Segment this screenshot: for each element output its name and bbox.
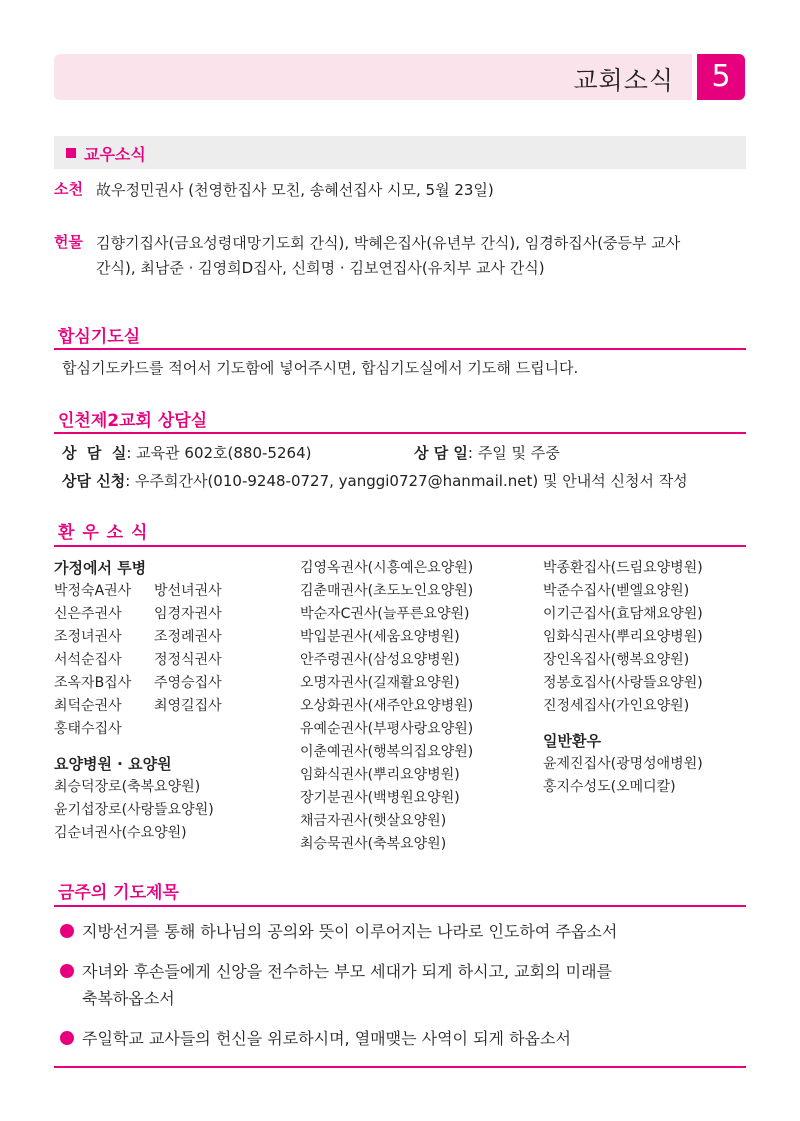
list-item: 이기근집사(효담채요양원) (543, 606, 703, 622)
list-item: 유예순권사(부평사랑요양원) (300, 721, 474, 737)
counseling-room (62, 442, 311, 463)
list-item: 윤제진집사(광명성애병원) (543, 756, 703, 772)
list-item (54, 718, 294, 741)
hospital-patients-title: 요양병원 · 요양원 (54, 755, 172, 773)
news-text-donation (96, 231, 736, 281)
counseling-apply (62, 470, 688, 491)
counseling-apply-value: : 우주희간사(010-9248-0727, yanggi0727@hanmail.net) 및 안내석 신청서 작성 (125, 472, 688, 490)
list-item (54, 626, 294, 649)
patient-name: 조옥자B집사 (54, 675, 132, 691)
bullet-dot-icon (60, 964, 74, 978)
counseling-day-value: : 주일 및 주중 (467, 444, 560, 462)
patient-name: 서석순집사 (54, 652, 122, 668)
patients-col-middle (300, 557, 540, 856)
prayer-item (60, 1025, 740, 1052)
news-line: 김향기집사(금요성령대망기도회 간식), 박혜은집사(유년부 간식), 임경하집사(중등부 교사 (96, 234, 681, 252)
patient-name: 조정녀권사 (54, 629, 122, 645)
list-item: 박준수집사(벧엘요양원) (543, 583, 690, 599)
general-patients-title: 일반환우 (543, 732, 601, 750)
section-divider (54, 905, 746, 907)
patients-title: 환 우 소 식 (58, 523, 149, 543)
prayer-item-text: 자녀와 후손들에게 신앙을 전수하는 부모 세대가 되게 하시고, 교회의 미래를 (82, 962, 612, 981)
list-item: 김영옥권사(시흥예은요양원) (300, 560, 474, 576)
list-item: 임화식권사(뿌리요양병원) (543, 629, 703, 645)
news-line: 간식), 최남준 · 김영희D집사, 신희명 · 김보연집사(유치부 교사 간식) (96, 259, 545, 277)
prayer-room-text: 합심기도카드를 적어서 기도함에 넣어주시면, 합심기도실에서 기도해 드립니다. (62, 359, 579, 377)
patient-name: 홍태수집사 (54, 721, 122, 737)
bottom-divider (54, 1066, 746, 1068)
patients-col-right (543, 557, 743, 799)
patient-name: 주영승집사 (154, 675, 222, 691)
header-bar (54, 54, 692, 100)
patient-name: 정정식권사 (154, 652, 222, 668)
list-item: 이춘예권사(행복의집요양원) (300, 744, 474, 760)
list-item: 김춘매권사(초도노인요양원) (300, 583, 474, 599)
prayer-item-text: 주일학교 교사들의 헌신을 위로하시며, 열매맺는 사역이 되게 하옵소서 (82, 1029, 571, 1048)
counseling-apply-label: 상담 신청 (62, 472, 126, 490)
page-number: 5 (697, 54, 745, 100)
home-patients-title: 가정에서 투병 (54, 559, 147, 577)
list-item: 장기분권사(백병원요양원) (300, 790, 460, 806)
list-item: 박입분권사(세움요양병원) (300, 629, 460, 645)
list-item: 박종환집사(드림요양병원) (543, 560, 703, 576)
list-item: 오상화권사(새주안요양병원) (300, 698, 474, 714)
patient-name: 방선녀권사 (154, 583, 222, 599)
section-divider (54, 432, 746, 434)
prayer-item-text: 지방선거를 통해 하나님의 공의와 뜻이 이루어지는 나라로 인도하여 주옵소서 (82, 922, 618, 941)
news-label-donation: 헌물 (54, 233, 83, 251)
prayer-item (60, 958, 740, 1012)
section-divider (54, 545, 746, 547)
news-label-passing: 소천 (54, 180, 83, 198)
list-item: 안주령권사(삼성요양병원) (300, 652, 460, 668)
list-item: 홍지수성도(오메디칼) (543, 779, 676, 795)
list-item: 윤기섭장로(사랑뜰요양원) (54, 802, 214, 818)
bullet-dot-icon (60, 1031, 74, 1045)
list-item: 박순자C권사(늘푸른요양원) (300, 606, 470, 622)
counseling-room-label: 상 담 실 (62, 444, 127, 462)
list-item: 최승덕장로(축복요양원) (54, 779, 201, 795)
patient-name: 임경자권사 (154, 606, 222, 622)
patient-name: 박정숙A권사 (54, 583, 132, 599)
list-item (54, 695, 294, 718)
news-line: 故우정민권사 (천영한집사 모친, 송혜선집사 시모, 5월 23일) (96, 181, 494, 199)
hospital-list-right (543, 557, 743, 718)
bullet-dot-icon (60, 924, 74, 938)
patient-name (154, 718, 254, 741)
list-item (54, 672, 294, 695)
hospital-list-middle (300, 557, 540, 856)
church-news-title: 교우소식 (84, 145, 146, 164)
church-news-header (54, 136, 746, 169)
prayer-room-title: 합심기도실 (58, 327, 141, 347)
patients-col-left (54, 557, 294, 845)
list-item: 임화식권사(뿌리요양병원) (300, 767, 460, 783)
list-item: 최승묵권사(축복요양원) (300, 836, 447, 852)
page-title: 교회소식 (573, 66, 674, 95)
list-item: 채금자권사(햇살요양원) (300, 813, 447, 829)
general-patients-list (543, 753, 743, 799)
list-item: 김순녀권사(수요양원) (54, 825, 187, 841)
list-item (54, 580, 294, 603)
list-item (54, 649, 294, 672)
counseling-day (414, 442, 560, 463)
counseling-title: 인천제2교회 상담실 (58, 411, 208, 431)
square-bullet-icon (66, 148, 76, 158)
patient-name: 조정례권사 (154, 629, 222, 645)
prayer-topics-title: 금주의 기도제목 (58, 883, 179, 903)
prayer-item (60, 918, 740, 945)
list-item: 진정세집사(가인요양원) (543, 698, 690, 714)
counseling-room-value: : 교육관 602호(880-5264) (126, 444, 312, 462)
news-text-passing (96, 178, 736, 203)
hospital-list-left (54, 776, 294, 845)
patient-name: 최영길집사 (154, 698, 222, 714)
section-divider (54, 348, 746, 350)
home-patients-list (54, 580, 294, 741)
list-item: 오명자권사(길재활요양원) (300, 675, 460, 691)
list-item: 정봉호집사(사랑뜰요양원) (543, 675, 703, 691)
counseling-day-label: 상 담 일 (414, 444, 468, 462)
list-item (54, 603, 294, 626)
prayer-item-text-cont: 축복하옵소서 (82, 989, 175, 1008)
patient-name: 신은주권사 (54, 606, 122, 622)
list-item: 장인옥집사(행복요양원) (543, 652, 690, 668)
patient-name: 최덕순권사 (54, 698, 122, 714)
